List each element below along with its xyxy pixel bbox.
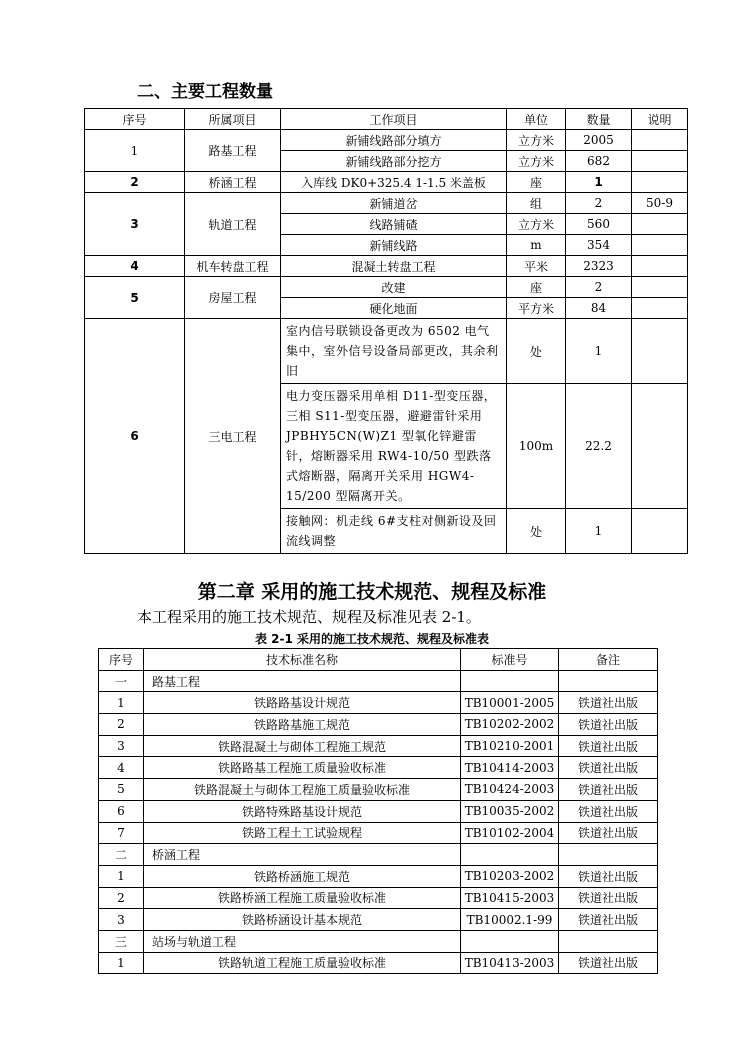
row-qty: 354 bbox=[566, 235, 632, 256]
row-note bbox=[632, 214, 688, 235]
row-qty: 22.2 bbox=[566, 384, 632, 509]
row-unit: 处 bbox=[507, 319, 566, 384]
header-no: 序号 bbox=[99, 649, 144, 671]
row-code: TB10424-2003 bbox=[461, 779, 559, 801]
row-unit: 平米 bbox=[507, 256, 566, 277]
table-row bbox=[85, 277, 688, 298]
row-name: 铁路桥涵施工规范 bbox=[144, 865, 461, 887]
row-remark: 铁道社出版 bbox=[559, 757, 658, 779]
table-row bbox=[85, 172, 688, 193]
standards-table bbox=[98, 648, 658, 974]
row-code: TB10001-2005 bbox=[461, 692, 559, 714]
row-no: 1 bbox=[99, 692, 144, 714]
row-remark: 铁道社出版 bbox=[559, 800, 658, 822]
row-work: 混凝土转盘工程 bbox=[281, 256, 507, 277]
quantities-header-row bbox=[85, 109, 688, 130]
row-note bbox=[632, 235, 688, 256]
row-remark: 铁道社出版 bbox=[559, 952, 658, 974]
section-row bbox=[99, 930, 658, 952]
row-work: 新铺线路 bbox=[281, 235, 507, 256]
row-no: 2 bbox=[99, 887, 144, 909]
header-work: 工作项目 bbox=[281, 109, 507, 130]
row-code: TB10414-2003 bbox=[461, 757, 559, 779]
row-name: 铁路混凝土与砌体工程施工规范 bbox=[144, 735, 461, 757]
row-project: 机车转盘工程 bbox=[185, 256, 281, 277]
table-row bbox=[99, 865, 658, 887]
row-qty: 2 bbox=[566, 193, 632, 214]
row-unit: 立方米 bbox=[507, 130, 566, 151]
row-work: 新铺线路部分挖方 bbox=[281, 151, 507, 172]
table-row bbox=[99, 800, 658, 822]
row-note bbox=[632, 151, 688, 172]
row-note bbox=[632, 277, 688, 298]
section-no: 一 bbox=[99, 670, 144, 692]
section-empty bbox=[461, 930, 559, 952]
row-work: 室内信号联锁设备更改为 6502 电气集中，室外信号设备局部更改，其余利旧 bbox=[281, 319, 507, 384]
table-row bbox=[99, 952, 658, 974]
row-qty: 1 bbox=[566, 509, 632, 554]
section-title: 桥涵工程 bbox=[144, 844, 461, 866]
row-project: 房屋工程 bbox=[185, 277, 281, 319]
row-remark: 铁道社出版 bbox=[559, 692, 658, 714]
row-name: 铁路混凝土与砌体工程施工质量验收标准 bbox=[144, 779, 461, 801]
section-title: 路基工程 bbox=[144, 670, 461, 692]
row-remark: 铁道社出版 bbox=[559, 865, 658, 887]
row-no: 4 bbox=[85, 256, 185, 277]
row-work: 硬化地面 bbox=[281, 298, 507, 319]
row-qty: 84 bbox=[566, 298, 632, 319]
row-remark: 铁道社出版 bbox=[559, 887, 658, 909]
row-no: 3 bbox=[99, 909, 144, 931]
row-code: TB10210-2001 bbox=[461, 735, 559, 757]
table-row bbox=[85, 319, 688, 384]
header-qty: 数量 bbox=[566, 109, 632, 130]
table-row bbox=[99, 692, 658, 714]
table-caption: 表 2-1 采用的施工技术规范、规程及标准表 bbox=[254, 632, 490, 646]
row-project: 轨道工程 bbox=[185, 193, 281, 256]
row-code: TB10413-2003 bbox=[461, 952, 559, 974]
row-unit: 组 bbox=[507, 193, 566, 214]
row-name: 铁路特殊路基设计规范 bbox=[144, 800, 461, 822]
header-standard-code: 标准号 bbox=[461, 649, 559, 671]
header-standard-name: 技术标准名称 bbox=[144, 649, 461, 671]
row-work: 接触网：机走线 6#支柱对侧新设及回流线调整 bbox=[281, 509, 507, 554]
row-name: 铁路轨道工程施工质量验收标准 bbox=[144, 952, 461, 974]
row-code: TB10102-2004 bbox=[461, 822, 559, 844]
table-row bbox=[99, 735, 658, 757]
section-row bbox=[99, 844, 658, 866]
row-name: 铁路桥涵设计基本规范 bbox=[144, 909, 461, 931]
row-note bbox=[632, 256, 688, 277]
row-work: 改建 bbox=[281, 277, 507, 298]
table-row bbox=[85, 193, 688, 214]
table-row bbox=[99, 757, 658, 779]
row-unit: 100m bbox=[507, 384, 566, 509]
row-unit: 立方米 bbox=[507, 214, 566, 235]
row-unit: 处 bbox=[507, 509, 566, 554]
row-code: TB10415-2003 bbox=[461, 887, 559, 909]
row-no: 5 bbox=[85, 277, 185, 319]
header-note: 说明 bbox=[632, 109, 688, 130]
row-note: 50-9 bbox=[632, 193, 688, 214]
row-qty: 2323 bbox=[566, 256, 632, 277]
row-work: 线路铺碴 bbox=[281, 214, 507, 235]
row-note bbox=[632, 130, 688, 151]
row-no: 2 bbox=[85, 172, 185, 193]
row-project: 路基工程 bbox=[185, 130, 281, 172]
row-code: TB10203-2002 bbox=[461, 865, 559, 887]
section-empty bbox=[559, 930, 658, 952]
table-row bbox=[99, 822, 658, 844]
table-row bbox=[85, 256, 688, 277]
row-no: 1 bbox=[99, 865, 144, 887]
row-note bbox=[632, 384, 688, 509]
standards-header-row bbox=[99, 649, 658, 671]
section-empty bbox=[461, 844, 559, 866]
row-no: 3 bbox=[99, 735, 144, 757]
table-row bbox=[99, 909, 658, 931]
table-row bbox=[99, 779, 658, 801]
row-name: 铁路工程土工试验规程 bbox=[144, 822, 461, 844]
row-no: 3 bbox=[85, 193, 185, 256]
row-no: 1 bbox=[99, 952, 144, 974]
section-title: 二、主要工程数量 bbox=[137, 82, 273, 102]
row-work: 新铺线路部分填方 bbox=[281, 130, 507, 151]
row-note bbox=[632, 509, 688, 554]
row-unit: 座 bbox=[507, 172, 566, 193]
row-project: 桥涵工程 bbox=[185, 172, 281, 193]
row-work: 入库线 DK0+325.4 1-1.5 米盖板 bbox=[281, 172, 507, 193]
row-code: TB10035-2002 bbox=[461, 800, 559, 822]
row-qty: 682 bbox=[566, 151, 632, 172]
chapter-title: 第二章 采用的施工技术规范、规程及标准 bbox=[197, 581, 547, 603]
header-remark: 备注 bbox=[559, 649, 658, 671]
row-name: 铁路路基施工规范 bbox=[144, 714, 461, 736]
row-note bbox=[632, 319, 688, 384]
table-row bbox=[99, 714, 658, 736]
row-no: 2 bbox=[99, 714, 144, 736]
row-no: 6 bbox=[99, 800, 144, 822]
row-no: 7 bbox=[99, 822, 144, 844]
row-name: 铁路路基工程施工质量验收标准 bbox=[144, 757, 461, 779]
row-qty: 560 bbox=[566, 214, 632, 235]
row-remark: 铁道社出版 bbox=[559, 735, 658, 757]
row-qty: 1 bbox=[566, 172, 632, 193]
row-remark: 铁道社出版 bbox=[559, 714, 658, 736]
header-no: 序号 bbox=[85, 109, 185, 130]
section-no: 三 bbox=[99, 930, 144, 952]
intro-paragraph: 本工程采用的施工技术规范、规程及标准见表 2-1。 bbox=[137, 608, 481, 626]
row-remark: 铁道社出版 bbox=[559, 822, 658, 844]
row-work: 电力变压器采用单相 D11-型变压器，三相 S11-型变压器，避避雷针采用 JPBHY5CN(W)Z1 型氧化锌避雷针，熔断器采用 RW4-10/50 型跌落式熔断器，隔离开关采用 HGW4-15/200 型隔离开关。 bbox=[281, 384, 507, 509]
row-unit: 平方米 bbox=[507, 298, 566, 319]
row-remark: 铁道社出版 bbox=[559, 909, 658, 931]
section-row bbox=[99, 670, 658, 692]
section-no: 二 bbox=[99, 844, 144, 866]
row-no: 1 bbox=[85, 130, 185, 172]
header-project: 所属项目 bbox=[185, 109, 281, 130]
row-note bbox=[632, 298, 688, 319]
row-code: TB10202-2002 bbox=[461, 714, 559, 736]
header-unit: 单位 bbox=[507, 109, 566, 130]
row-qty: 2005 bbox=[566, 130, 632, 151]
row-no: 4 bbox=[99, 757, 144, 779]
row-no: 5 bbox=[99, 779, 144, 801]
row-qty: 2 bbox=[566, 277, 632, 298]
row-qty: 1 bbox=[566, 319, 632, 384]
section-empty bbox=[461, 670, 559, 692]
row-note bbox=[632, 172, 688, 193]
section-empty bbox=[559, 844, 658, 866]
row-unit: m bbox=[507, 235, 566, 256]
quantities-table bbox=[84, 108, 688, 554]
row-name: 铁路路基设计规范 bbox=[144, 692, 461, 714]
row-code: TB10002.1-99 bbox=[461, 909, 559, 931]
row-unit: 立方米 bbox=[507, 151, 566, 172]
row-name: 铁路桥涵工程施工质量验收标准 bbox=[144, 887, 461, 909]
row-project: 三电工程 bbox=[185, 319, 281, 554]
table-row bbox=[99, 887, 658, 909]
row-work: 新铺道岔 bbox=[281, 193, 507, 214]
section-title: 站场与轨道工程 bbox=[144, 930, 461, 952]
row-remark: 铁道社出版 bbox=[559, 779, 658, 801]
section-empty bbox=[559, 670, 658, 692]
row-unit: 座 bbox=[507, 277, 566, 298]
table-row bbox=[85, 130, 688, 151]
row-no: 6 bbox=[85, 319, 185, 554]
